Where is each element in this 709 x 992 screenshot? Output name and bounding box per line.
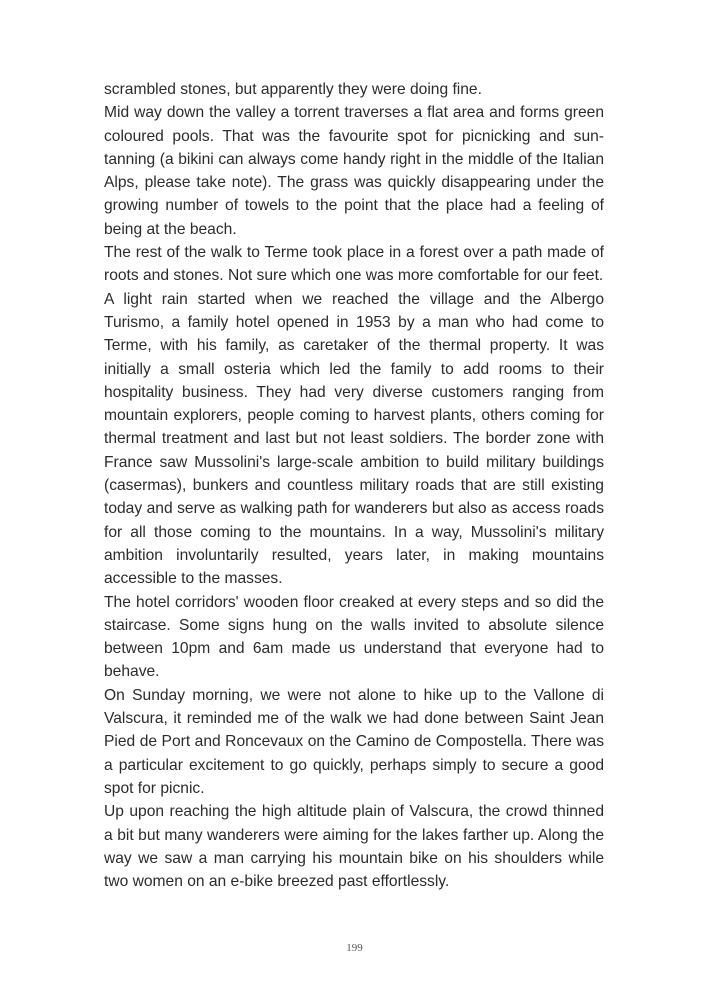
paragraph: scrambled stones, but apparently they were doing fine. bbox=[104, 81, 482, 98]
paragraph: The hotel corridors' wooden floor creaked at every steps and so did the staircase. Some signs hung on the walls invited to absolute silence between 10pm and 6am made us understand that everyone had to behave. bbox=[104, 593, 604, 681]
paragraph: Up upon reaching the high altitude plain of Valscura, the crowd thinned a bit but many wanderers were aiming for the lakes farther up. Along the way we saw a man carrying his mountain bike on his shoulders while two women on an e-bike breezed past effortlessly. bbox=[104, 803, 604, 891]
paragraph: The rest of the walk to Terme took place in a forest over a path made of roots and stones. Not sure which one was more comfortable for our feet. bbox=[104, 244, 604, 285]
paragraph: A light rain started when we reached the village and the Albergo Turismo, a family hotel opened in 1953 by a man who had come to Terme, with his family, as caretaker of the thermal property. It was initially a small osteria which led the family to add rooms to their hospitality business. They had very diverse customers ranging from mountain explorers, people coming to harvest plants, others coming for thermal treatment and last but not least soldiers. The border zone with France saw Mussolini's large-scale ambition to build military buildings (casermas), bunkers and countless military roads that are still existing today and serve as walking path for wanderers but also as access roads for all those coming to the mountains. In a way, Mussolini's military ambition involuntarily resulted, years later, in making mountains accessible to the masses. bbox=[104, 290, 604, 588]
paragraph: On Sunday morning, we were not alone to hike up to the Vallone di Valscura, it reminded me of the walk we had done between Saint Jean Pied de Port and Roncevaux on the Camino de Compostella. There was a particular excitement to go quickly, perhaps simply to secure a good spot for picnic. bbox=[104, 686, 604, 797]
body-text bbox=[104, 78, 604, 893]
page-number: 199 bbox=[346, 942, 363, 954]
paragraph: Mid way down the valley a torrent traverses a flat area and forms green coloured pools. That was the favourite spot for picnicking and sun-tanning (a bikini can always come handy right in the middle of the Italian Alps, please take note). The grass was quickly disappearing under the growing number of towels to the point that the place had a feeling of being at the beach. bbox=[104, 104, 604, 238]
